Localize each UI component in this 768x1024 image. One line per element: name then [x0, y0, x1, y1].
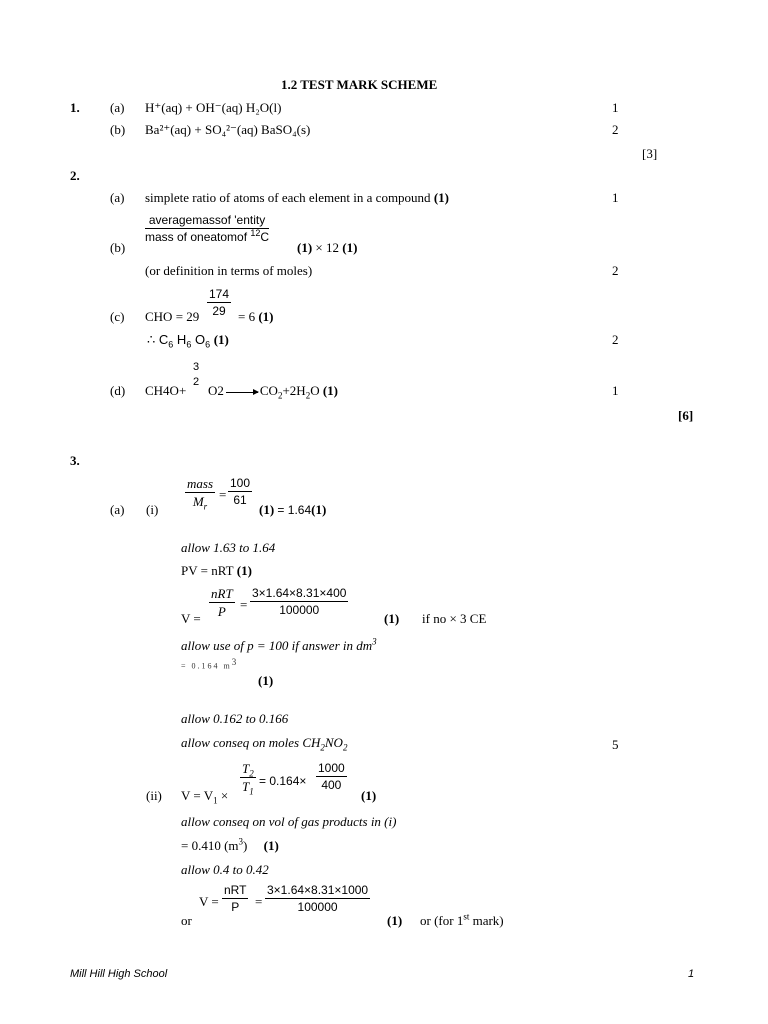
q1a-answer: H⁺(aq) + OH⁻(aq) H₂O(l)	[145, 100, 282, 115]
q3-allow-6: allow 0.4 to 0.42	[181, 862, 269, 877]
q3-allow-5: allow conseq on vol of gas products in (i)	[181, 814, 397, 829]
q1-total: [3]	[642, 146, 658, 161]
q1b-label: (b)	[110, 122, 126, 137]
q3-t-fraction: $\frac{T_2}{T_1}$	[242, 761, 254, 797]
footer-page-number: 1	[688, 968, 695, 980]
q3-allow-2: allow use of p = 100 if answer in $dm^3$	[181, 636, 377, 653]
q3-ii-eq: = 0.164×	[259, 774, 307, 788]
q3-ii-lead: $V = V_1$ ×	[181, 788, 229, 806]
q3aii-label: (ii)	[146, 788, 162, 803]
q2c-formula: ∴ $C_6$ $H_6$ $O_6$ (1)	[147, 332, 229, 350]
q3-garbled-credit: (1)	[258, 673, 274, 688]
q2a-answer: simplete ratio of atoms of each element in a compound (1)	[145, 190, 449, 205]
q1b-answer: Ba²⁺(aq) + SO₄²⁻(aq) BaSO₄(s)	[145, 122, 311, 137]
q2b-mark: 2	[612, 263, 619, 278]
q3ai-label: (i)	[146, 502, 159, 517]
q3-alt-credit: (1)	[387, 913, 403, 928]
q3-allow-1: allow 1.63 to 1.64	[181, 540, 276, 555]
q3-ii-answer: = 0.410 $(m^3)$ (1)	[181, 836, 279, 853]
q2b-fraction: averagemassof 'entity mass of oneatomof $^{12}$C	[145, 213, 270, 244]
q1b-mark: 2	[612, 122, 619, 137]
q3-number: 3.	[70, 453, 80, 468]
q2d-mark: 1	[612, 383, 619, 398]
q2-total: [6]	[678, 408, 694, 423]
q3-pv: PV = nRT (1)	[181, 563, 252, 578]
q3a-label: (a)	[110, 502, 125, 517]
q3-value-fraction: $\frac{100}{61}$	[230, 476, 251, 507]
q2b-label: (b)	[110, 240, 126, 255]
q2c-mark: 2	[612, 332, 619, 347]
q3-alt-note: or (for 1st mark)	[420, 911, 504, 928]
q3-alt-eq: =	[255, 894, 263, 909]
q2-number: 2.	[70, 168, 80, 183]
q3-garbled-answer: = 0.164 $m^3$	[181, 657, 239, 671]
q3-allow-4: allow conseq on moles $CH_2NO_2$	[181, 735, 348, 753]
q2a-mark: 1	[612, 190, 619, 205]
q3ai-result: (1) = 1.64(1)	[259, 502, 327, 517]
q2c-cho: CHO = 29	[145, 309, 200, 324]
q2d-fraction: 3 2	[193, 361, 200, 388]
q2a-label: (a)	[110, 190, 125, 205]
q3-alt-nrt-fraction: nRT P	[224, 883, 247, 914]
q3-eq-sign: =	[219, 487, 227, 502]
q3-alt-value-fraction: $\frac{3\times 1.64\times 8.31\times 1000}{100000}$	[267, 883, 369, 914]
q1a-label: (a)	[110, 100, 125, 115]
page-title: 1.2 TEST MARK SCHEME	[281, 77, 438, 92]
q3-v-eq: =	[240, 597, 248, 612]
q3-mass-fraction: mass $M_r$	[187, 476, 214, 512]
reaction-arrow-icon	[226, 392, 258, 393]
q3-v-note: if no × 3 CE	[422, 611, 487, 626]
q2d-label: (d)	[110, 383, 126, 398]
q3-v-credit: (1)	[384, 611, 400, 626]
q2b-note: (or definition in terms of moles)	[145, 263, 313, 278]
q3-or-label: or	[181, 913, 192, 928]
q1-number: 1.	[70, 100, 80, 115]
q2c-label: (c)	[110, 309, 125, 324]
q1a-mark: 1	[612, 100, 619, 115]
q3-v-lead: V =	[181, 611, 201, 626]
q2c-fraction: $\frac{174}{29}$	[209, 287, 230, 318]
q2d-equation: O2 $CO_2+2H_2O$ (1)	[208, 383, 338, 401]
q3-ii-credit: (1)	[361, 788, 377, 803]
q2c-result: = 6 (1)	[238, 309, 274, 324]
q3-ii-value-fraction: $\frac{1000}{400}$	[318, 761, 345, 792]
q2b-credit: (1) × 12 (1)	[297, 240, 358, 255]
footer-school: Mill Hill High School	[70, 968, 168, 980]
q3-allow-3: allow 0.162 to 0.166	[181, 711, 289, 726]
q2d-lhs: CH4O+	[145, 383, 187, 398]
q3a-mark: 5	[612, 737, 619, 752]
q3-alt-lead: V =	[199, 894, 219, 909]
q3-nrt-fraction: nRT P	[211, 586, 233, 619]
q3-v-value-fraction: $\frac{3\times 1.64\times 8.31\times 400}{100000}$	[252, 586, 347, 617]
